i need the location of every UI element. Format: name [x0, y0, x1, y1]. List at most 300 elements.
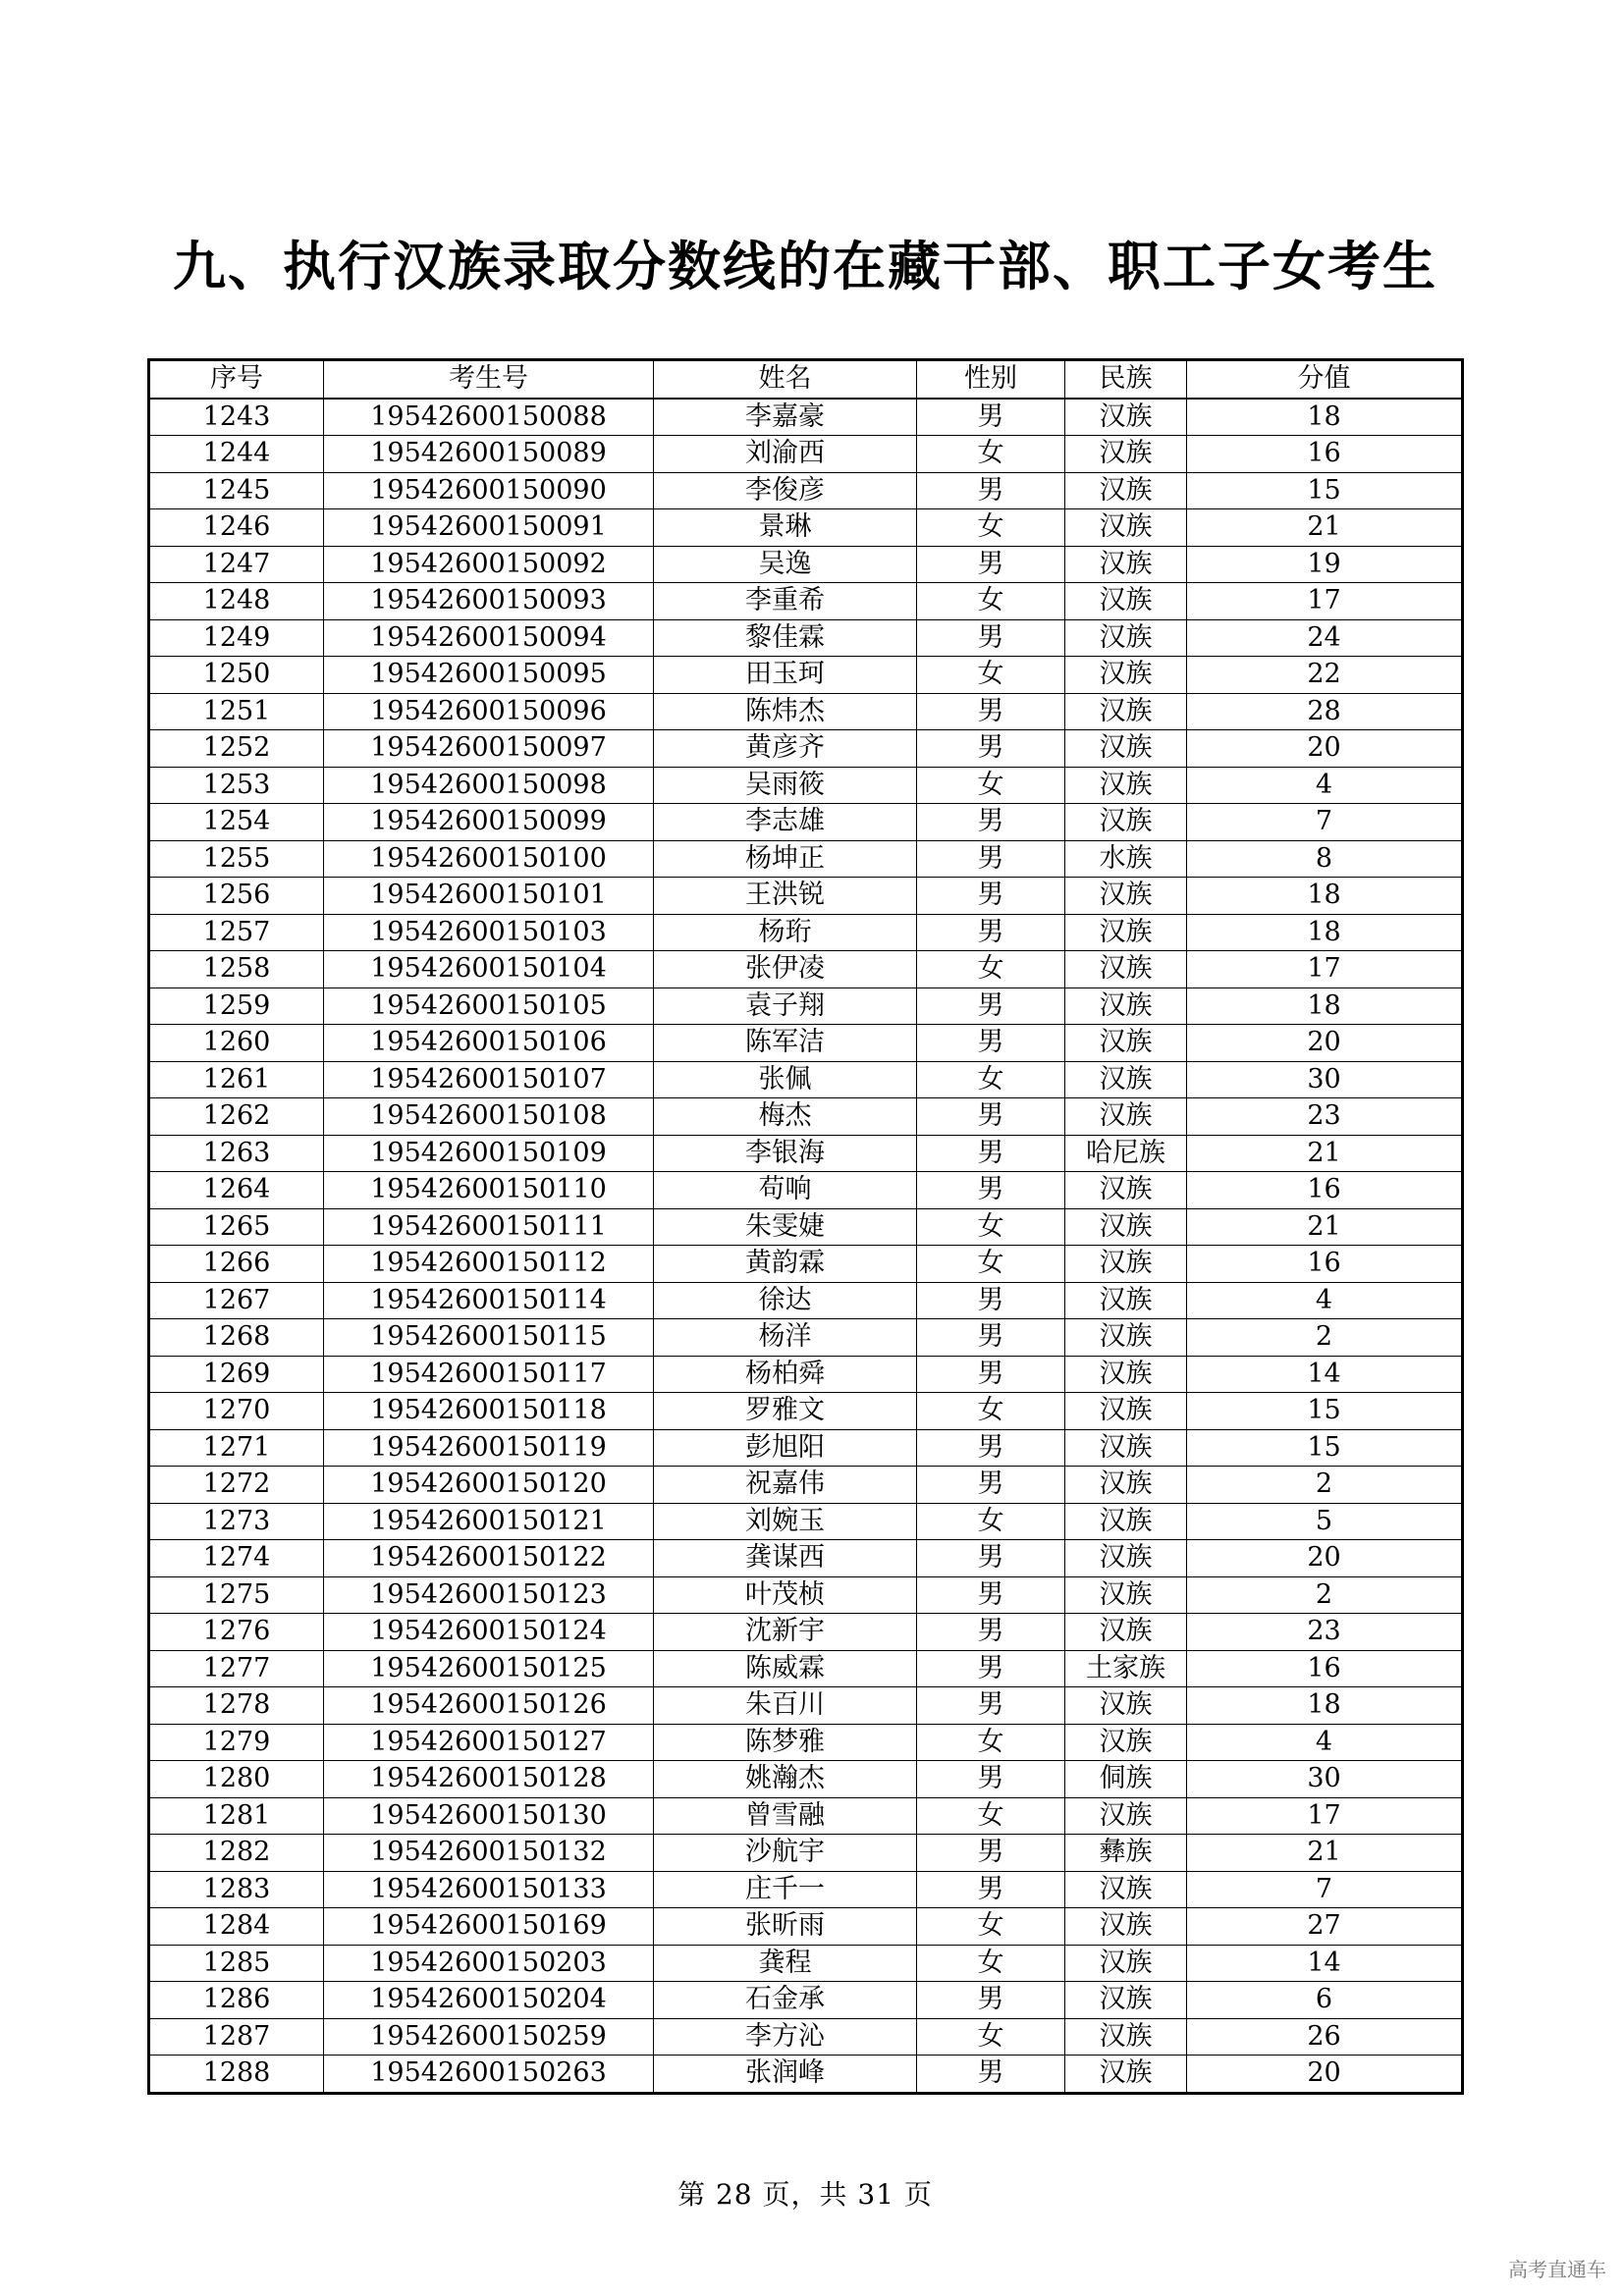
gender-cell: 男: [917, 1650, 1065, 1687]
name-cell: 沈新宇: [654, 1614, 917, 1651]
seq-cell: 1245: [149, 472, 324, 509]
seq-cell: 1265: [149, 1208, 324, 1246]
exam-number-cell: 19542600150132: [324, 1835, 654, 1872]
gender-cell: 男: [917, 1282, 1065, 1319]
table-row: [149, 1945, 1463, 1982]
seq-cell: 1271: [149, 1429, 324, 1467]
seq-cell: 1282: [149, 1835, 324, 1872]
ethnicity-cell: 汉族: [1065, 914, 1187, 951]
exam-number-cell: 19542600150121: [324, 1503, 654, 1540]
exam-number-cell: 19542600150203: [324, 1945, 654, 1982]
ethnicity-cell: 汉族: [1065, 1061, 1187, 1098]
table-row: [149, 1687, 1463, 1725]
gender-cell: 男: [917, 1135, 1065, 1172]
exam-number-cell: 19542600150089: [324, 436, 654, 473]
seq-cell: 1258: [149, 951, 324, 988]
gender-cell: 男: [917, 2056, 1065, 2094]
name-cell: 祝嘉伟: [654, 1467, 917, 1504]
seq-cell: 1278: [149, 1687, 324, 1725]
ethnicity-cell: 侗族: [1065, 1761, 1187, 1798]
ethnicity-cell: 汉族: [1065, 1098, 1187, 1136]
score-cell: 4: [1187, 767, 1463, 804]
page-footer: 第 28 页，共 31 页: [677, 2178, 933, 2211]
name-cell: 刘婉玉: [654, 1503, 917, 1540]
gender-cell: 男: [917, 1172, 1065, 1209]
table-row: [149, 1319, 1463, 1357]
watermark: 高考直通车: [1508, 2258, 1606, 2281]
ethnicity-cell: 汉族: [1065, 1025, 1187, 1062]
score-cell: 30: [1187, 1061, 1463, 1098]
score-cell: 2: [1187, 1319, 1463, 1357]
name-cell: 杨洋: [654, 1319, 917, 1357]
table-row: [149, 583, 1463, 620]
score-cell: 6: [1187, 1982, 1463, 2019]
ethnicity-cell: 汉族: [1065, 1319, 1187, 1357]
seq-cell: 1252: [149, 730, 324, 768]
name-cell: 黎佳霖: [654, 619, 917, 657]
gender-cell: 男: [917, 546, 1065, 583]
exam-number-cell: 19542600150125: [324, 1650, 654, 1687]
candidate-table: [147, 358, 1464, 2095]
gender-cell: 女: [917, 1945, 1065, 1982]
table-row: [149, 878, 1463, 915]
gender-cell: 女: [917, 951, 1065, 988]
exam-number-cell: 19542600150096: [324, 693, 654, 730]
ethnicity-cell: 哈尼族: [1065, 1135, 1187, 1172]
gender-cell: 女: [917, 1503, 1065, 1540]
ethnicity-cell: 汉族: [1065, 693, 1187, 730]
table-row: [149, 840, 1463, 878]
ethnicity-cell: 汉族: [1065, 767, 1187, 804]
name-cell: 陈梦雅: [654, 1724, 917, 1761]
gender-cell: 女: [917, 1208, 1065, 1246]
score-cell: 17: [1187, 951, 1463, 988]
ethnicity-cell: 汉族: [1065, 1282, 1187, 1319]
ethnicity-cell: 汉族: [1065, 1246, 1187, 1283]
name-cell: 彭旭阳: [654, 1429, 917, 1467]
exam-number-cell: 19542600150109: [324, 1135, 654, 1172]
gender-cell: 女: [917, 2018, 1065, 2056]
table-row: [149, 1982, 1463, 2019]
score-cell: 20: [1187, 1540, 1463, 1577]
exam-number-cell: 19542600150263: [324, 2056, 654, 2094]
exam-number-cell: 19542600150114: [324, 1282, 654, 1319]
gender-cell: 男: [917, 730, 1065, 768]
score-cell: 17: [1187, 583, 1463, 620]
seq-cell: 1261: [149, 1061, 324, 1098]
seq-cell: 1269: [149, 1356, 324, 1393]
gender-cell: 男: [917, 1614, 1065, 1651]
name-cell: 姚瀚杰: [654, 1761, 917, 1798]
gender-cell: 男: [917, 1835, 1065, 1872]
name-cell: 杨坤正: [654, 840, 917, 878]
exam-number-cell: 19542600150103: [324, 914, 654, 951]
seq-cell: 1283: [149, 1871, 324, 1908]
gender-cell: 男: [917, 1467, 1065, 1504]
score-cell: 20: [1187, 1025, 1463, 1062]
table-row: [149, 546, 1463, 583]
seq-cell: 1272: [149, 1467, 324, 1504]
table-row: [149, 2018, 1463, 2056]
seq-cell: 1260: [149, 1025, 324, 1062]
exam-number-cell: 19542600150097: [324, 730, 654, 768]
seq-cell: 1256: [149, 878, 324, 915]
ethnicity-cell: 汉族: [1065, 1503, 1187, 1540]
exam-number-cell: 19542600150133: [324, 1871, 654, 1908]
seq-cell: 1274: [149, 1540, 324, 1577]
name-cell: 王洪锐: [654, 878, 917, 915]
ethnicity-cell: 汉族: [1065, 1356, 1187, 1393]
ethnicity-cell: 汉族: [1065, 2056, 1187, 2094]
name-cell: 李银海: [654, 1135, 917, 1172]
exam-number-cell: 19542600150092: [324, 546, 654, 583]
seq-cell: 1266: [149, 1246, 324, 1283]
seq-cell: 1279: [149, 1724, 324, 1761]
name-cell: 陈炜杰: [654, 693, 917, 730]
ethnicity-cell: 汉族: [1065, 472, 1187, 509]
score-cell: 23: [1187, 1098, 1463, 1136]
ethnicity-cell: 汉族: [1065, 509, 1187, 547]
score-cell: 23: [1187, 1614, 1463, 1651]
name-cell: 梅杰: [654, 1098, 917, 1136]
ethnicity-cell: 汉族: [1065, 1908, 1187, 1946]
exam-number-cell: 19542600150122: [324, 1540, 654, 1577]
name-cell: 沙航宇: [654, 1835, 917, 1872]
gender-cell: 女: [917, 1061, 1065, 1098]
name-cell: 徐达: [654, 1282, 917, 1319]
table-row: [149, 693, 1463, 730]
name-cell: 曾雪融: [654, 1797, 917, 1835]
table-row: [149, 1797, 1463, 1835]
exam-number-cell: 19542600150111: [324, 1208, 654, 1246]
gender-cell: 男: [917, 1429, 1065, 1467]
table-row: [149, 1025, 1463, 1062]
score-cell: 19: [1187, 546, 1463, 583]
ethnicity-cell: 汉族: [1065, 804, 1187, 841]
ethnicity-cell: 汉族: [1065, 2018, 1187, 2056]
seq-cell: 1249: [149, 619, 324, 657]
ethnicity-cell: 土家族: [1065, 1650, 1187, 1687]
table-row: [149, 1393, 1463, 1430]
header-ethnicity: 民族: [1065, 360, 1187, 399]
table-row: [149, 1208, 1463, 1246]
ethnicity-cell: 水族: [1065, 840, 1187, 878]
seq-cell: 1273: [149, 1503, 324, 1540]
exam-number-cell: 19542600150130: [324, 1797, 654, 1835]
name-cell: 陈威霖: [654, 1650, 917, 1687]
table-row: [149, 436, 1463, 473]
seq-cell: 1251: [149, 693, 324, 730]
gender-cell: 男: [917, 472, 1065, 509]
name-cell: 石金承: [654, 1982, 917, 2019]
ethnicity-cell: 汉族: [1065, 436, 1187, 473]
table-body: [149, 399, 1463, 2094]
exam-number-cell: 19542600150091: [324, 509, 654, 547]
name-cell: 袁子翔: [654, 988, 917, 1025]
table-row: [149, 657, 1463, 694]
score-cell: 15: [1187, 1429, 1463, 1467]
gender-cell: 女: [917, 1246, 1065, 1283]
score-cell: 16: [1187, 436, 1463, 473]
table-row: [149, 399, 1463, 436]
seq-cell: 1262: [149, 1098, 324, 1136]
exam-number-cell: 19542600150101: [324, 878, 654, 915]
header-gender: 性别: [917, 360, 1065, 399]
seq-cell: 1285: [149, 1945, 324, 1982]
table-row: [149, 951, 1463, 988]
gender-cell: 男: [917, 1687, 1065, 1725]
exam-number-cell: 19542600150100: [324, 840, 654, 878]
seq-cell: 1268: [149, 1319, 324, 1357]
name-cell: 李重希: [654, 583, 917, 620]
ethnicity-cell: 汉族: [1065, 730, 1187, 768]
score-cell: 22: [1187, 657, 1463, 694]
table-row: [149, 1614, 1463, 1651]
gender-cell: 女: [917, 767, 1065, 804]
seq-cell: 1286: [149, 1982, 324, 2019]
gender-cell: 男: [917, 693, 1065, 730]
name-cell: 庄千一: [654, 1871, 917, 1908]
name-cell: 吴逸: [654, 546, 917, 583]
score-cell: 18: [1187, 988, 1463, 1025]
exam-number-cell: 19542600150204: [324, 1982, 654, 2019]
ethnicity-cell: 汉族: [1065, 1467, 1187, 1504]
score-cell: 15: [1187, 472, 1463, 509]
score-cell: 4: [1187, 1282, 1463, 1319]
score-cell: 26: [1187, 2018, 1463, 2056]
seq-cell: 1284: [149, 1908, 324, 1946]
score-cell: 2: [1187, 1467, 1463, 1504]
table-row: [149, 619, 1463, 657]
score-cell: 7: [1187, 804, 1463, 841]
ethnicity-cell: 汉族: [1065, 1724, 1187, 1761]
seq-cell: 1280: [149, 1761, 324, 1798]
name-cell: 黄彦齐: [654, 730, 917, 768]
name-cell: 龚谋西: [654, 1540, 917, 1577]
seq-cell: 1276: [149, 1614, 324, 1651]
gender-cell: 男: [917, 619, 1065, 657]
name-cell: 张佩: [654, 1061, 917, 1098]
seq-cell: 1275: [149, 1576, 324, 1614]
score-cell: 5: [1187, 1503, 1463, 1540]
seq-cell: 1263: [149, 1135, 324, 1172]
seq-cell: 1264: [149, 1172, 324, 1209]
name-cell: 陈军洁: [654, 1025, 917, 1062]
gender-cell: 男: [917, 1356, 1065, 1393]
seq-cell: 1254: [149, 804, 324, 841]
score-cell: 14: [1187, 1356, 1463, 1393]
gender-cell: 女: [917, 1393, 1065, 1430]
ethnicity-cell: 汉族: [1065, 988, 1187, 1025]
gender-cell: 男: [917, 1098, 1065, 1136]
gender-cell: 男: [917, 878, 1065, 915]
name-cell: 叶茂桢: [654, 1576, 917, 1614]
seq-cell: 1250: [149, 657, 324, 694]
header-score: 分值: [1187, 360, 1463, 399]
name-cell: 苟响: [654, 1172, 917, 1209]
name-cell: 龚程: [654, 1945, 917, 1982]
score-cell: 16: [1187, 1246, 1463, 1283]
gender-cell: 男: [917, 804, 1065, 841]
name-cell: 田玉珂: [654, 657, 917, 694]
header-name: 姓名: [654, 360, 917, 399]
seq-cell: 1243: [149, 399, 324, 436]
table-header-row: [149, 360, 1463, 399]
exam-number-cell: 19542600150126: [324, 1687, 654, 1725]
gender-cell: 女: [917, 583, 1065, 620]
table-row: [149, 1871, 1463, 1908]
page-title: 九、执行汉族录取分数线的在藏干部、职工子女考生: [173, 236, 1437, 297]
name-cell: 罗雅文: [654, 1393, 917, 1430]
exam-number-cell: 19542600150112: [324, 1246, 654, 1283]
table-row: [149, 1724, 1463, 1761]
table-row: [149, 1282, 1463, 1319]
name-cell: 李方沁: [654, 2018, 917, 2056]
table-row: [149, 1246, 1463, 1283]
gender-cell: 女: [917, 1724, 1065, 1761]
score-cell: 18: [1187, 399, 1463, 436]
header-seq: 序号: [149, 360, 324, 399]
table-row: [149, 1835, 1463, 1872]
ethnicity-cell: 汉族: [1065, 1945, 1187, 1982]
seq-cell: 1288: [149, 2056, 324, 2094]
table-row: [149, 730, 1463, 768]
exam-number-cell: 19542600150104: [324, 951, 654, 988]
ethnicity-cell: 汉族: [1065, 1393, 1187, 1430]
seq-cell: 1248: [149, 583, 324, 620]
table-row: [149, 804, 1463, 841]
seq-cell: 1253: [149, 767, 324, 804]
gender-cell: 女: [917, 657, 1065, 694]
score-cell: 18: [1187, 1687, 1463, 1725]
score-cell: 16: [1187, 1172, 1463, 1209]
exam-number-cell: 19542600150117: [324, 1356, 654, 1393]
name-cell: 张伊凌: [654, 951, 917, 988]
gender-cell: 男: [917, 1576, 1065, 1614]
score-cell: 21: [1187, 1208, 1463, 1246]
score-cell: 30: [1187, 1761, 1463, 1798]
ethnicity-cell: 汉族: [1065, 399, 1187, 436]
gender-cell: 男: [917, 1540, 1065, 1577]
score-cell: 18: [1187, 914, 1463, 951]
ethnicity-cell: 汉族: [1065, 1797, 1187, 1835]
exam-number-cell: 19542600150095: [324, 657, 654, 694]
seq-cell: 1244: [149, 436, 324, 473]
exam-number-cell: 19542600150110: [324, 1172, 654, 1209]
ethnicity-cell: 汉族: [1065, 657, 1187, 694]
seq-cell: 1277: [149, 1650, 324, 1687]
table-row: [149, 509, 1463, 547]
table-row: [149, 767, 1463, 804]
name-cell: 朱雯婕: [654, 1208, 917, 1246]
table-row: [149, 1429, 1463, 1467]
ethnicity-cell: 彝族: [1065, 1835, 1187, 1872]
table-row: [149, 1356, 1463, 1393]
exam-number-cell: 19542600150259: [324, 2018, 654, 2056]
score-cell: 21: [1187, 1135, 1463, 1172]
exam-number-cell: 19542600150105: [324, 988, 654, 1025]
table-row: [149, 1908, 1463, 1946]
table-row: [149, 1503, 1463, 1540]
score-cell: 18: [1187, 878, 1463, 915]
ethnicity-cell: 汉族: [1065, 1208, 1187, 1246]
gender-cell: 女: [917, 436, 1065, 473]
score-cell: 28: [1187, 693, 1463, 730]
exam-number-cell: 19542600150098: [324, 767, 654, 804]
score-cell: 4: [1187, 1724, 1463, 1761]
score-cell: 2: [1187, 1576, 1463, 1614]
gender-cell: 男: [917, 1761, 1065, 1798]
gender-cell: 女: [917, 509, 1065, 547]
name-cell: 杨柏舜: [654, 1356, 917, 1393]
ethnicity-cell: 汉族: [1065, 619, 1187, 657]
name-cell: 李俊彦: [654, 472, 917, 509]
table-row: [149, 1576, 1463, 1614]
score-cell: 17: [1187, 1797, 1463, 1835]
table-row: [149, 1540, 1463, 1577]
ethnicity-cell: 汉族: [1065, 546, 1187, 583]
table-row: [149, 1061, 1463, 1098]
exam-number-cell: 19542600150119: [324, 1429, 654, 1467]
ethnicity-cell: 汉族: [1065, 1576, 1187, 1614]
seq-cell: 1287: [149, 2018, 324, 2056]
score-cell: 7: [1187, 1871, 1463, 1908]
score-cell: 20: [1187, 2056, 1463, 2094]
exam-number-cell: 19542600150094: [324, 619, 654, 657]
exam-number-cell: 19542600150090: [324, 472, 654, 509]
gender-cell: 男: [917, 988, 1065, 1025]
name-cell: 张润峰: [654, 2056, 917, 2094]
exam-number-cell: 19542600150088: [324, 399, 654, 436]
name-cell: 景琳: [654, 509, 917, 547]
seq-cell: 1259: [149, 988, 324, 1025]
exam-number-cell: 19542600150123: [324, 1576, 654, 1614]
name-cell: 吴雨筱: [654, 767, 917, 804]
table-row: [149, 2056, 1463, 2094]
gender-cell: 男: [917, 399, 1065, 436]
seq-cell: 1257: [149, 914, 324, 951]
name-cell: 张昕雨: [654, 1908, 917, 1946]
exam-number-cell: 19542600150120: [324, 1467, 654, 1504]
gender-cell: 男: [917, 1319, 1065, 1357]
gender-cell: 男: [917, 1025, 1065, 1062]
table-row: [149, 988, 1463, 1025]
name-cell: 杨珩: [654, 914, 917, 951]
header-exam-number: 考生号: [324, 360, 654, 399]
exam-number-cell: 19542600150093: [324, 583, 654, 620]
name-cell: 朱百川: [654, 1687, 917, 1725]
ethnicity-cell: 汉族: [1065, 1614, 1187, 1651]
exam-number-cell: 19542600150106: [324, 1025, 654, 1062]
table-row: [149, 1098, 1463, 1136]
table-row: [149, 1761, 1463, 1798]
seq-cell: 1255: [149, 840, 324, 878]
seq-cell: 1247: [149, 546, 324, 583]
ethnicity-cell: 汉族: [1065, 1871, 1187, 1908]
exam-number-cell: 19542600150118: [324, 1393, 654, 1430]
ethnicity-cell: 汉族: [1065, 878, 1187, 915]
exam-number-cell: 19542600150108: [324, 1098, 654, 1136]
score-cell: 21: [1187, 1835, 1463, 1872]
ethnicity-cell: 汉族: [1065, 1687, 1187, 1725]
gender-cell: 男: [917, 1871, 1065, 1908]
ethnicity-cell: 汉族: [1065, 1172, 1187, 1209]
exam-number-cell: 19542600150169: [324, 1908, 654, 1946]
score-cell: 21: [1187, 509, 1463, 547]
gender-cell: 男: [917, 914, 1065, 951]
table-row: [149, 472, 1463, 509]
ethnicity-cell: 汉族: [1065, 583, 1187, 620]
